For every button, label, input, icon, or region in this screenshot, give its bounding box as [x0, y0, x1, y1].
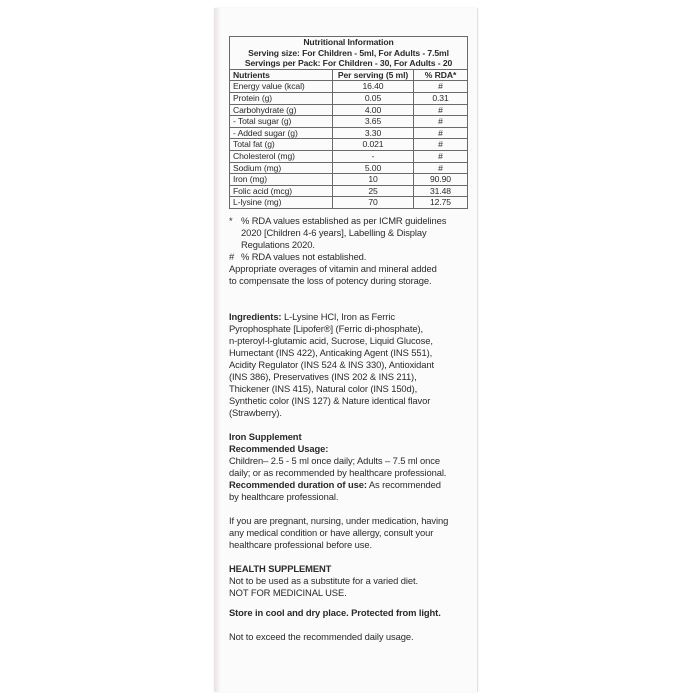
header-per-serving: Per serving (5 ml): [333, 69, 414, 81]
rda-note-line: 2020 [Children 4-6 years], Labelling & Display: [241, 226, 427, 238]
table-row: [230, 116, 468, 128]
rda-value: 31.48: [414, 185, 468, 197]
usage-line: daily; or as recommended by healthcare professional.: [229, 466, 447, 478]
warning-section: [229, 515, 473, 551]
health-line: Not to be used as a substitute for a varied diet.: [229, 574, 418, 586]
per-serving-value: 16.40: [333, 81, 414, 93]
ingredients-line: (Strawberry).: [229, 406, 282, 418]
ingredients-line: n-pteroyl-l-glutamic acid, Sucrose, Liquid Glucose,: [229, 334, 433, 346]
warning-line: If you are pregnant, nursing, under medication, having: [229, 514, 449, 526]
per-serving-value: 70: [333, 197, 414, 209]
usage-section: [229, 431, 473, 503]
ingredients-text: L-Lysine HCl, Iron as Ferric: [281, 310, 395, 322]
ingredients-line: Acidity Regulator (INS 524 & INS 330), Antioxidant: [229, 358, 435, 370]
health-title: HEALTH SUPPLEMENT: [229, 562, 332, 574]
nutrient-name: Carbohydrate (g): [230, 104, 333, 116]
table-row: [230, 197, 468, 209]
table-row: [230, 127, 468, 139]
usage-line: Children– 2.5 - 5 ml once daily; Adults – 7.5 ml once: [229, 454, 440, 466]
rda-value: #: [414, 81, 468, 93]
rda-note-line: % RDA values established as per ICMR guidelines: [241, 214, 447, 226]
nutrition-title: Nutritional Information: [303, 37, 394, 47]
health-section: [229, 563, 473, 599]
nutrient-name: Iron (mg): [230, 174, 333, 186]
label-content: [229, 36, 473, 643]
per-serving-value: 3.65: [333, 116, 414, 128]
table-row: [230, 174, 468, 186]
nutrient-name: Cholesterol (mg): [230, 150, 333, 162]
ingredients-line: (INS 386), Preservatives (INS 202 & INS 211),: [229, 370, 417, 382]
serving-size: Serving size: For Children - 5ml, For Adults - 7.5ml: [248, 47, 449, 58]
column-headers: [230, 69, 468, 81]
servings-per-pack: Servings per Pack: For Children - 30, For Adults - 20: [244, 58, 453, 69]
ingredients-label: Ingredients:: [229, 310, 282, 322]
health-line: NOT FOR MEDICINAL USE.: [229, 586, 347, 598]
table-row: [230, 185, 468, 197]
carton-edge: [214, 8, 220, 692]
table-row: [230, 162, 468, 174]
per-serving-value: 25: [333, 185, 414, 197]
daily-limit-note: Not to exceed the recommended daily usage.: [229, 630, 414, 642]
header-nutrients: Nutrients: [230, 69, 333, 81]
per-serving-value: 5.00: [333, 162, 414, 174]
header-rda: % RDA*: [414, 69, 468, 81]
hash-note-text: % RDA values not established.: [241, 250, 367, 262]
nutrition-rows: [230, 81, 468, 209]
per-serving-value: 0.05: [333, 92, 414, 104]
nutrient-name: Protein (g): [230, 92, 333, 104]
ingredients-line: Synthetic color (INS 127) & Nature identical flavor: [229, 394, 431, 406]
ingredients-line: Humectant (INS 422), Anticaking Agent (INS 551),: [229, 346, 433, 358]
nutrition-table-header: [230, 37, 468, 70]
ingredients-line: Pyrophosphate [Lipofer®] (Ferric di-phosphate),: [229, 322, 423, 334]
per-serving-value: 0.021: [333, 139, 414, 151]
table-row: [230, 104, 468, 116]
table-row: [230, 150, 468, 162]
nutrient-name: - Total sugar (g): [230, 116, 333, 128]
rda-value: #: [414, 162, 468, 174]
rda-value: 12.75: [414, 197, 468, 209]
nutrition-table: [229, 36, 468, 209]
warning-line: any medical condition or have allergy, consult your: [229, 526, 434, 538]
recommended-usage-label: Recommended Usage:: [229, 442, 329, 454]
table-row: [230, 139, 468, 151]
storage-instruction: Store in cool and dry place. Protected from light.: [229, 606, 441, 618]
per-serving-value: 10: [333, 174, 414, 186]
asterisk-mark: *: [229, 214, 233, 226]
table-row: [230, 81, 468, 93]
rda-value: #: [414, 116, 468, 128]
overage-line: Appropriate overages of vitamin and mineral added: [229, 262, 437, 274]
per-serving-value: 3.30: [333, 127, 414, 139]
table-row: [230, 92, 468, 104]
hash-mark: #: [229, 250, 235, 262]
warning-line: healthcare professional before use.: [229, 538, 372, 550]
nutrient-name: Total fat (g): [230, 139, 333, 151]
duration-label: Recommended duration of use:: [229, 478, 367, 490]
nutrient-name: - Added sugar (g): [230, 127, 333, 139]
nutrient-name: Sodium (mg): [230, 162, 333, 174]
ingredients-section: [229, 311, 473, 419]
rda-value: 0.31: [414, 92, 468, 104]
duration-line: by healthcare professional.: [229, 490, 339, 502]
duration-text: As recommended: [366, 478, 441, 490]
rda-note-line: Regulations 2020.: [241, 238, 315, 250]
nutrient-name: Folic acid (mcg): [230, 185, 333, 197]
rda-value: #: [414, 150, 468, 162]
rda-value: 90.90: [414, 174, 468, 186]
hash-note: [229, 251, 473, 263]
overage-line: to compensate the loss of potency during storage.: [229, 274, 432, 286]
rda-value: #: [414, 139, 468, 151]
table-notes: [229, 215, 473, 287]
rda-value: #: [414, 104, 468, 116]
usage-title: Iron Supplement: [229, 430, 302, 442]
nutrient-name: L-lysine (mg): [230, 197, 333, 209]
per-serving-value: 4.00: [333, 104, 414, 116]
rda-value: #: [414, 127, 468, 139]
per-serving-value: -: [333, 150, 414, 162]
nutrient-name: Energy value (kcal): [230, 81, 333, 93]
rda-note: [229, 215, 473, 251]
ingredients-line: Thickener (INS 415), Natural color (INS 150d),: [229, 382, 418, 394]
